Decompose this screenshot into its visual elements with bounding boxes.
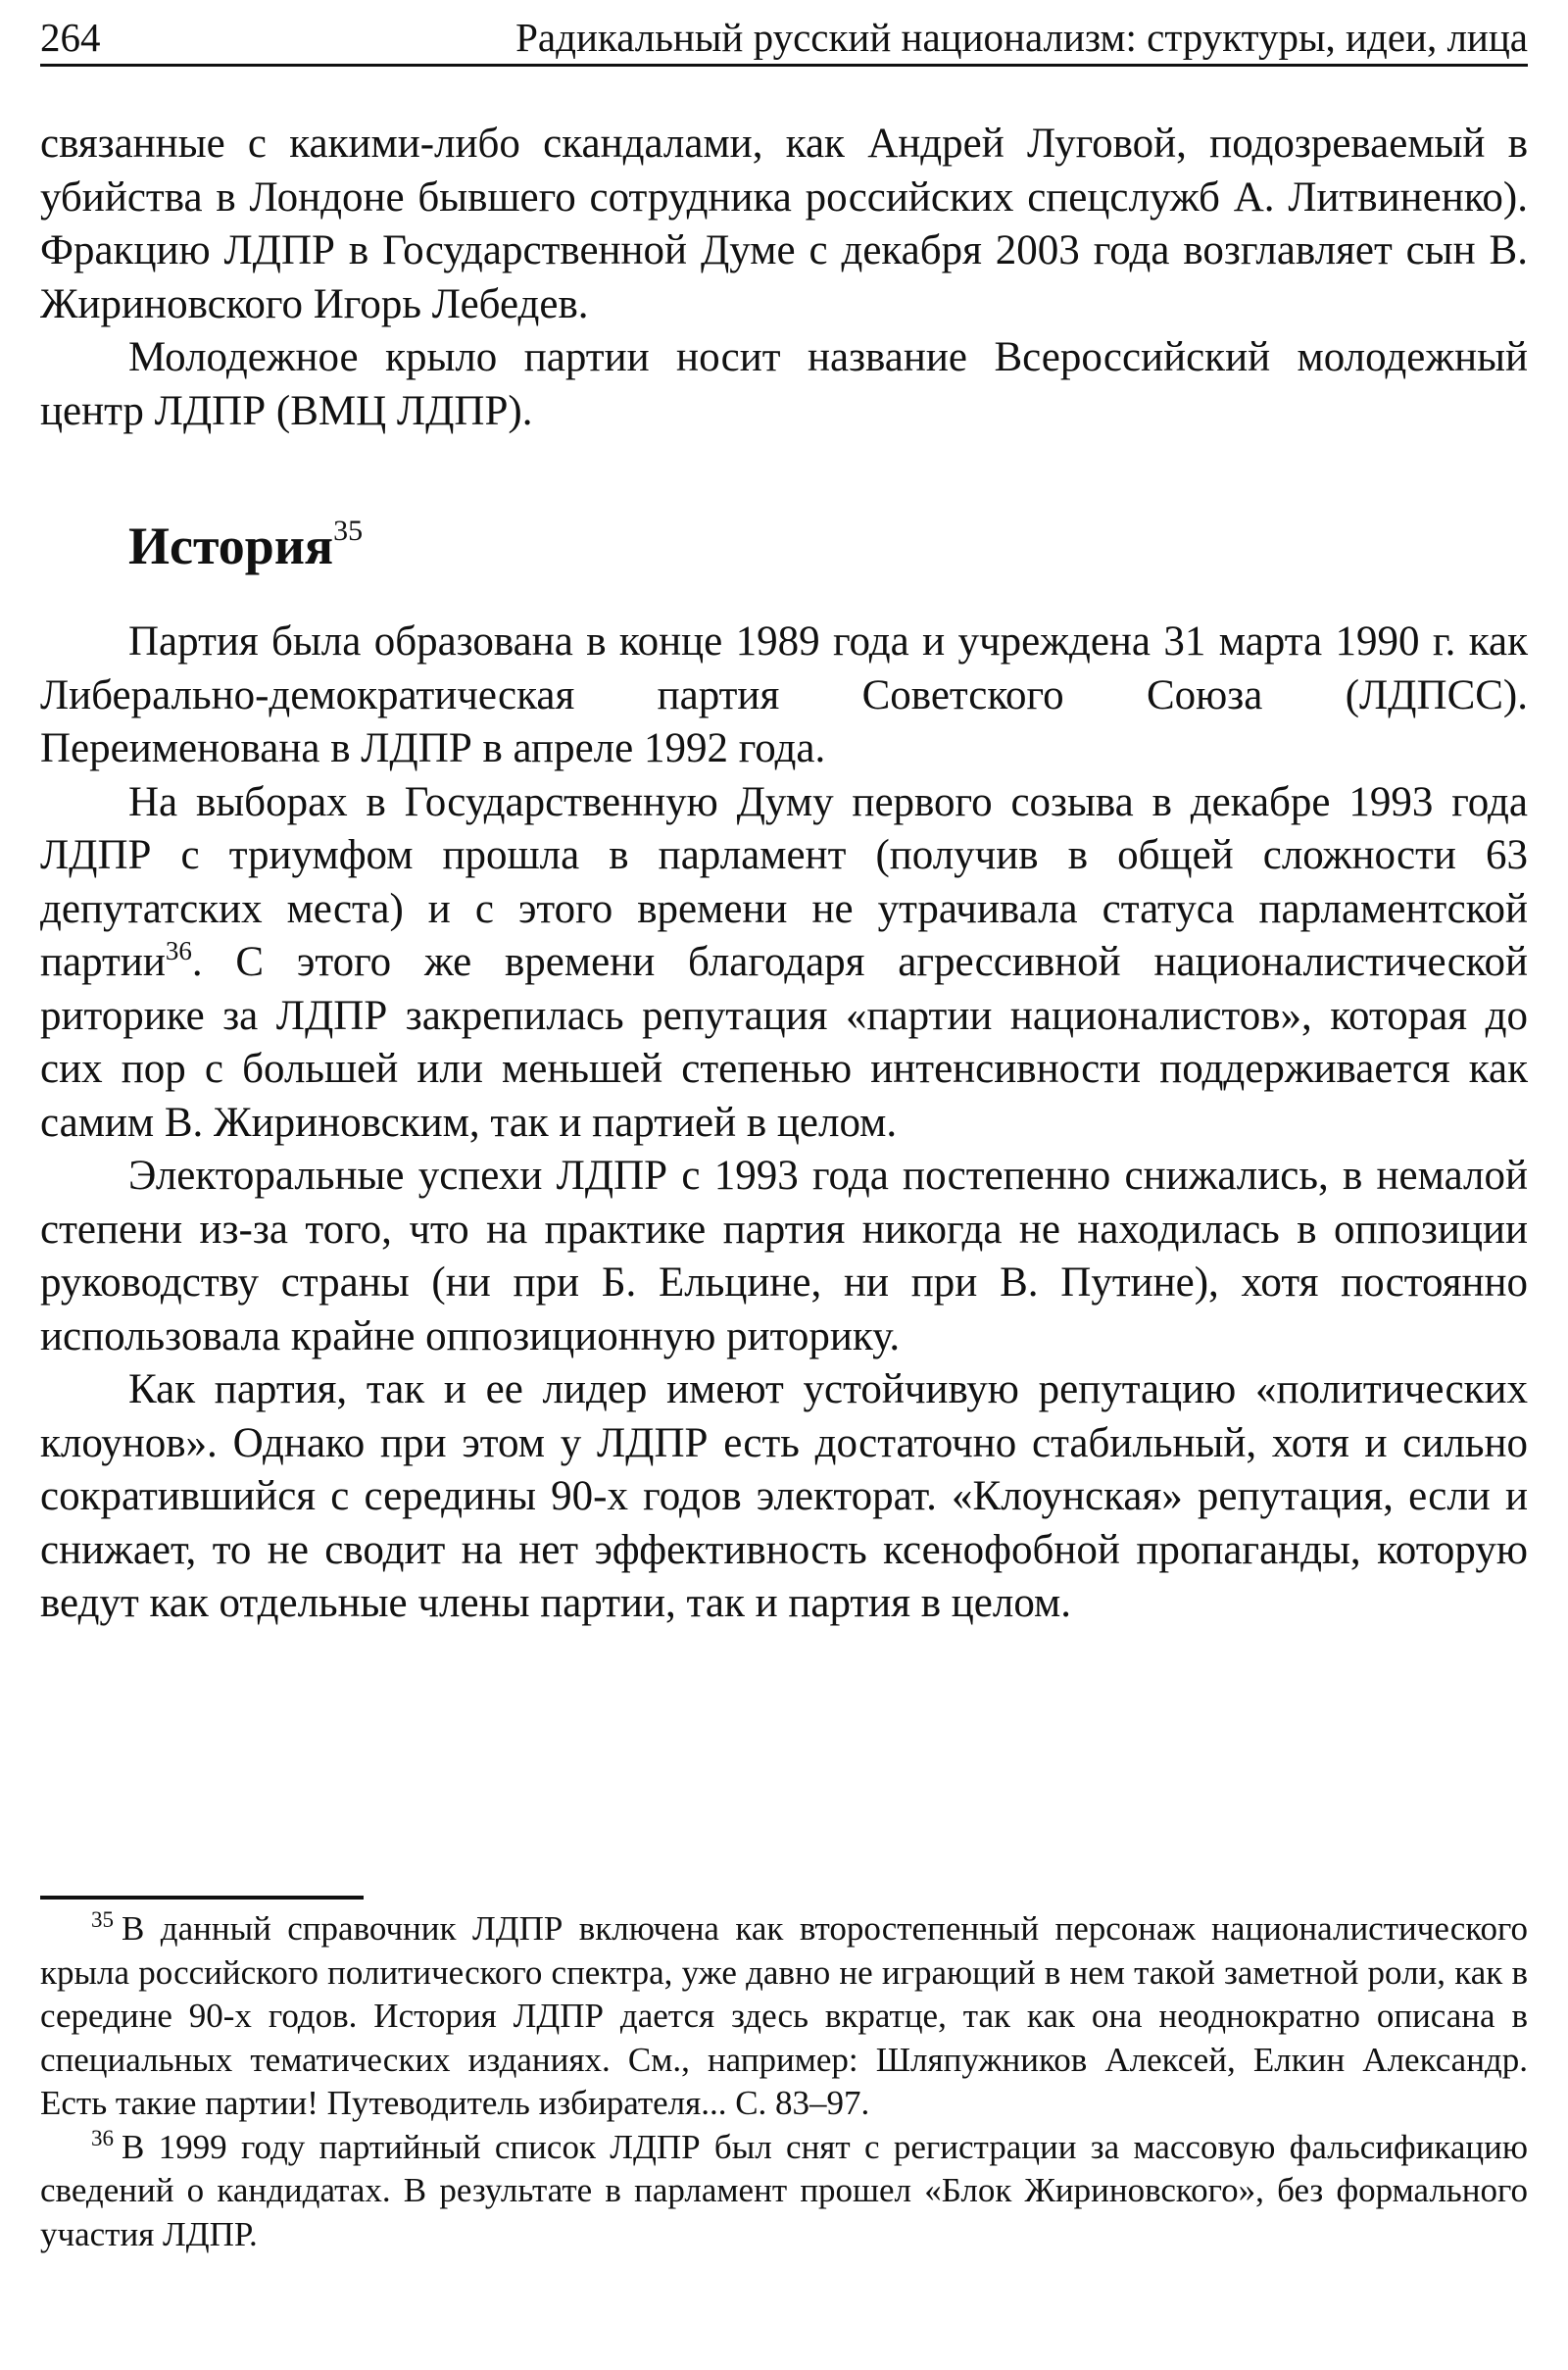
footnote-marker: 36	[91, 2125, 114, 2150]
section-heading	[128, 517, 363, 575]
section-paragraph-2-part-2: . С этого же времени благодаря агрессивной националистической риторике за ЛДПР закрепилась репутация «партии националистов», которая до сих пор с большей или меньшей степенью интенсивности поддерживается как самим В. Жириновским, так и партией в целом.	[40, 939, 1528, 1146]
book-page	[40, 0, 1528, 2370]
footnote-35	[40, 1907, 1528, 2126]
footnote-ref-35[interactable]: 35	[333, 515, 364, 547]
section-paragraph-2-part-1: На выборах в Государственную Думу первого созыва в декабре 1993 года ЛДПР с триумфом прошла в парламент (получив в общей сложности 63 депутатских места) и с этого времени не утрачивала статуса парламентской партии	[40, 778, 1528, 985]
running-header	[40, 6, 1528, 67]
section-body	[40, 616, 1528, 1631]
section-paragraph-1: Партия была образована в конце 1989 года и учреждена 31 марта 1990 г. как Либерально-демократическая партия Советского Союза (ЛДПСС). Переименована в ЛДПР в апреле 1992 года.	[40, 618, 1528, 771]
footnote-text: В данный справочник ЛДПР включена как второстепенный персонаж националистического крыла российского политического спектра, уже давно не играющий в нем такой заметной роли, как в середине 90-х годов. История ЛДПР дается здесь вкратце, так как она неоднократно описана в специальных тематических изданиях. См., например: Шляпужников Алексей, Елкин Александр. Есть такие партии! Путеводитель избирателя... С. 83–97.	[40, 1909, 1528, 2122]
footnote-text: В 1999 году партийный список ЛДПР был снят с регистрации за массовую фальсификацию сведений о кандидатах. В результате в парламент прошел «Блок Жириновского», без формального участия ЛДПР.	[40, 2127, 1528, 2253]
section-paragraph-4: Как партия, так и ее лидер имеют устойчивую репутацию «политических клоунов». Однако при этом у ЛДПР есть достаточно стабильный, хотя и сильно сократившийся с середины 90-х годов электорат. «Клоунская» репутация, если и снижает, то не сводит на нет эффективность ксенофобной пропаганды, которую ведут как отдельные члены партии, так и партия в целом.	[40, 1366, 1528, 1626]
section-paragraph-3: Электоральные успехи ЛДПР с 1993 года постепенно снижались, в немалой степени из-за того, что на практике партия никогда не находилась в оппозиции руководству страны (ни при Б. Ельцине, ни при В. Путине), хотя постоянно использовала крайне оппозиционную риторику.	[40, 1153, 1528, 1359]
intro-paragraph-1: связанные с какими-либо скандалами, как Андрей Луговой, подозреваемый в убийства в Лондоне бывшего сотрудника российских спецслужб А. Литвиненко). Фракцию ЛДПР в Государственной Думе с декабря 2003 года возглавляет сын В. Жириновского Игорь Лебедев.	[40, 121, 1528, 327]
section-heading-text: История	[128, 517, 334, 575]
footnotes	[40, 1907, 1528, 2256]
section-paragraph-2	[40, 776, 1528, 1151]
running-title: Радикальный русский национализм: структуры, идеи, лица	[515, 15, 1528, 60]
page-number: 264	[40, 15, 101, 60]
footnote-divider	[40, 1896, 364, 1900]
intro-text	[40, 118, 1528, 438]
footnote-marker: 35	[91, 1907, 114, 1932]
footnote-ref-36[interactable]: 36	[165, 936, 192, 965]
intro-paragraph-2: Молодежное крыло партии носит название Всероссийский молодежный центр ЛДПР (ВМЦ ЛДПР).	[40, 334, 1528, 434]
footnote-36	[40, 2126, 1528, 2257]
